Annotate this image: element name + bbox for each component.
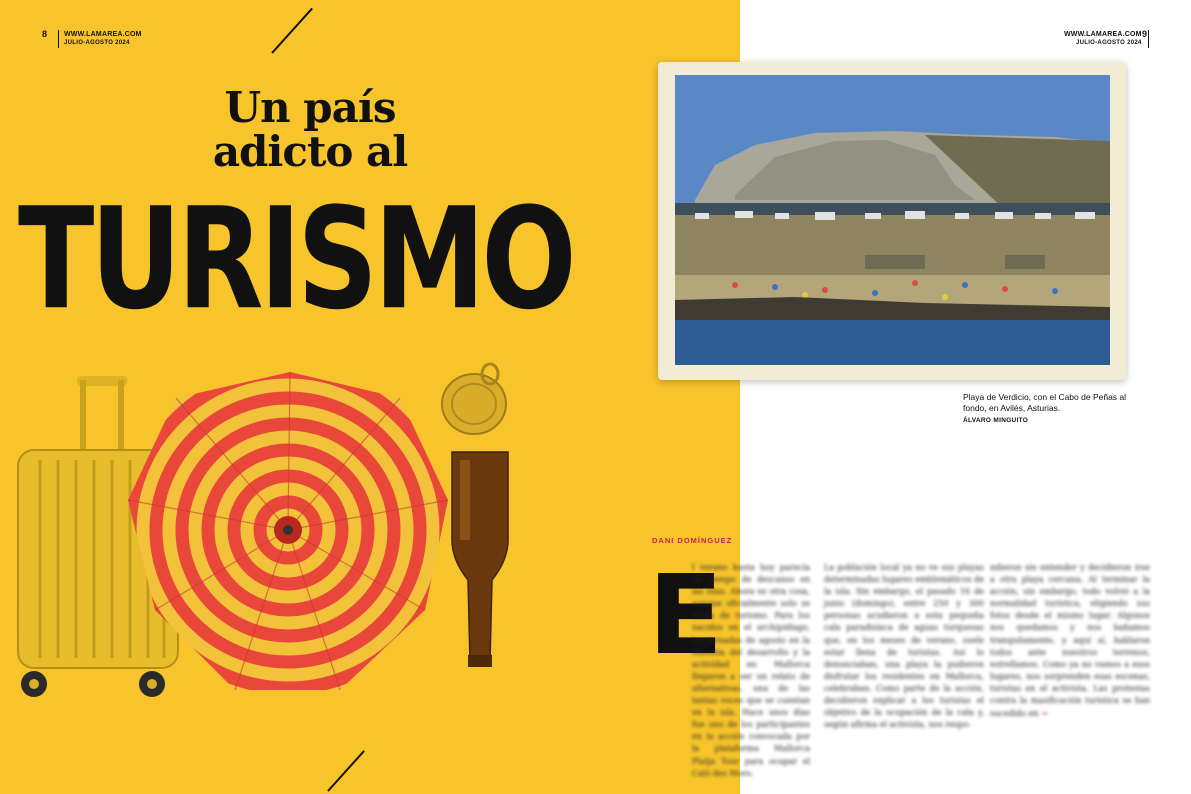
- right-header: [1064, 30, 1149, 48]
- issue-date: JULIO-AGOSTO 2024: [64, 40, 130, 46]
- bottle-icon: [452, 452, 508, 667]
- issue-date: JULIO-AGOSTO 2024: [1075, 40, 1142, 46]
- beach-photo: [675, 75, 1110, 365]
- page-number: 9: [1142, 29, 1148, 39]
- headline-line-2: adicto al: [212, 127, 408, 176]
- article-column-3: [990, 562, 1150, 720]
- article-column-2: La población local ya no ve sus playas determinadas lugares emblemáticos de la isla. Sin embargo, el pasado 16 de junio (domingo), entre 250 y 300 personas acudieron a esta pequeña cala paradisíaca de aguas turquesas que, en los meses de verano, suele estar llena de turistas. Así lo denunciaban, una playa la pudieron disfrutar los residentes en Mallorca, celebraban. Como parte de la acción, decidieron explicar a los turistas el objetivo de la ocupación de la cala y, según afirma el activista, nos respo-: [824, 563, 984, 730]
- article-text: l verano hasta hoy parecía un tiempo de descanso en las islas. Ahora es otra cosa, aunque oficialmente solo se habla de turismo. Para los nacidos en el archipiélago, las jornadas de agosto en la Historia del desarrollo y la actividad en Mallorca llegaron a ser un relato de alternativas, una de las tantas voces que se cuentan en la isla. Hace unos días fue uno de los participantes en la acción convocada por la plataforma Mallorca Platja Tour para ocupar el Caló des Moro.: [692, 563, 810, 778]
- tin-can-icon: [442, 364, 506, 434]
- photo-caption: [963, 392, 1133, 426]
- continue-arrow-icon: →: [1041, 708, 1048, 719]
- page-number: 8: [42, 29, 48, 39]
- article-text: ndieron sin entender y decidieron irse a otra playa cercana. Al terminar la acción, sin embargo, todo volvió a la normalidad turística, eligiendo sus fotos desde el mismo lugar. Algunos nos quedamos y nos bañamos tranquilamente, y aquí sí, hablaron todos ante nuestros terrenos, estrellamos. Como ya no vamos a esos lugares, nos sorprenden esas escenas, turistas en el activista. Las protestas contra la masificación turística se han sucedido en: [990, 563, 1150, 719]
- headline-main: TURISMO: [18, 178, 573, 341]
- article-column-1: [648, 551, 810, 780]
- beach-photo-illustration: [675, 75, 1110, 365]
- caption-text: Playa de Verdicio, con el Cabo de Peñas al fondo, en Avilés, Asturias.: [963, 392, 1127, 413]
- site-url: WWW.LAMAREA.COM: [1064, 31, 1142, 38]
- right-folio: [1142, 30, 1147, 39]
- headline-line-1: Un país: [224, 83, 396, 132]
- site-url: WWW.LAMAREA.COM: [64, 31, 142, 38]
- photo-credit: ÁLVARO MINGUITO: [963, 417, 1029, 424]
- drop-cap: E: [648, 551, 724, 679]
- author-byline: DANI DOMÍNGUEZ: [652, 536, 733, 545]
